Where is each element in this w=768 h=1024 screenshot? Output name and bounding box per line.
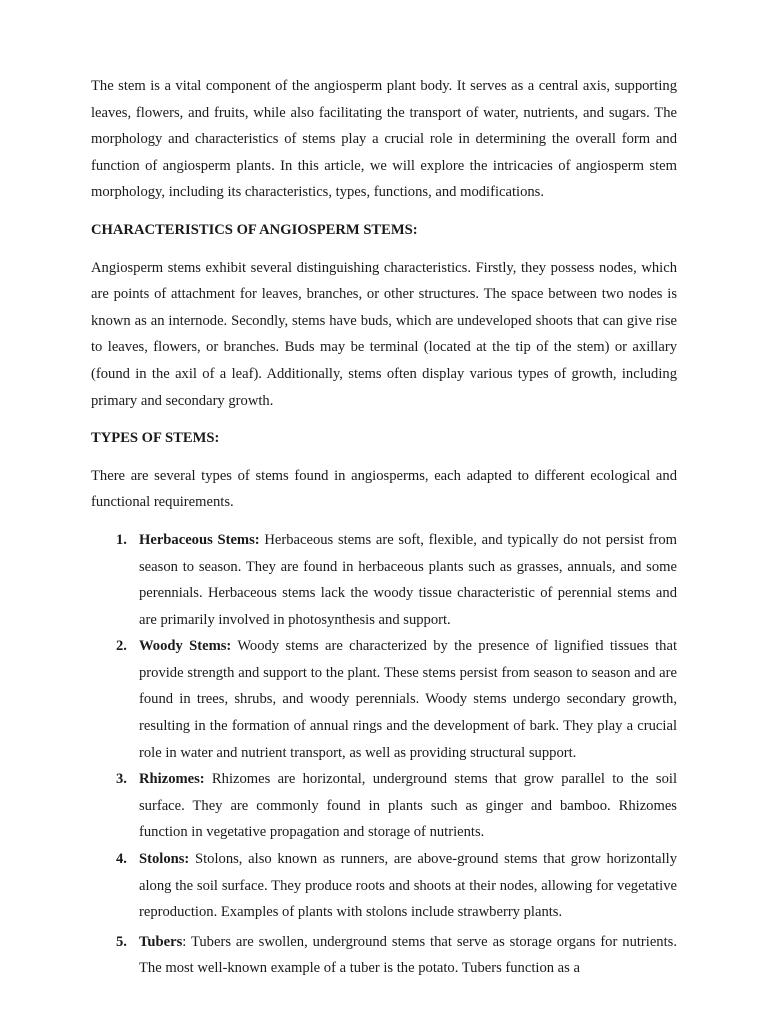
characteristics-paragraph: Angiosperm stems exhibit several distinguishing characteristics. Firstly, they possess nodes, which are points of attachment for leaves, branches, or other structures. The space between two nodes is known as an internode. Secondly, stems have buds, which are undeveloped shoots that can give rise to leaves, flowers, or branches. Buds may be terminal (located at the tip of the stem) or axillary (found in the axil of a leaf). Additionally, stems often display various types of growth, including primary and secondary growth. xyxy=(91,259,677,409)
list-item-text: Herbaceous stems are soft, flexible, and typically do not persist from season to season. They are found in herbaceous plants such as grasses, annuals, and some perennials. Herbaceous stems lack the woody tissue characteristic of perennial stems and are primarily involved in photosynthesis and support. xyxy=(139,531,677,628)
list-item-term: Stolons: xyxy=(139,851,190,868)
list-item-number: 2. xyxy=(116,638,127,655)
list-item-term: Rhizomes: xyxy=(139,771,205,788)
list-item-text: Woody stems are characterized by the presence of lignified tissues that provide strength and support to the plant. These stems persist from season to season and are found in trees, shrubs, and woody perennials. Woody stems undergo secondary growth, resulting in the formation of annual rings and the development of bark. They play a crucial role in water and nutrient transport, as well as providing structural support. xyxy=(139,638,677,761)
intro-paragraph: The stem is a vital component of the angiosperm plant body. It serves as a central axis, supporting leaves, flowers, and fruits, while also facilitating the transport of water, nutrients, and sugars. The morphology and characteristics of stems play a crucial role in determining the overall form and function of angiosperm plants. In this article, we will explore the intricacies of angiosperm stem morphology, including its characteristics, types, functions, and modifications. xyxy=(91,78,677,201)
list-item-number: 3. xyxy=(116,771,127,788)
stem-types-list xyxy=(91,527,677,982)
list-item-number: 4. xyxy=(116,851,127,868)
list-item-text: Rhizomes are horizontal, underground stems that grow parallel to the soil surface. They are commonly found in plants such as ginger and bamboo. Rhizomes function in vegetative propagation and storage of nutrients. xyxy=(139,771,677,841)
list-item-text: : Tubers are swollen, underground stems that serve as storage organs for nutrients. The most well-known example of a tuber is the potato. Tubers function as a xyxy=(139,933,677,977)
list-item xyxy=(116,633,677,766)
list-item xyxy=(116,527,677,633)
list-item-number: 5. xyxy=(116,933,127,950)
list-item-text: Stolons, also known as runners, are above-ground stems that grow horizontally along the soil surface. They produce roots and shoots at their nodes, allowing for vegetative reproduction. Examples of plants with stolons include strawberry plants. xyxy=(139,851,677,921)
list-item-term: Herbaceous Stems: xyxy=(139,531,260,548)
types-heading: TYPES OF STEMS: xyxy=(91,430,220,447)
list-item-number: 1. xyxy=(116,531,127,548)
list-item xyxy=(116,929,677,982)
list-item-term: Woody Stems: xyxy=(139,638,232,655)
types-intro-paragraph: There are several types of stems found in angiosperms, each adapted to different ecological and functional requirements. xyxy=(91,467,677,511)
list-item xyxy=(116,766,677,846)
document-page xyxy=(91,73,677,982)
list-item xyxy=(116,846,677,926)
list-item-term: Tubers xyxy=(139,933,183,950)
characteristics-heading: CHARACTERISTICS OF ANGIOSPERM STEMS: xyxy=(91,221,418,238)
